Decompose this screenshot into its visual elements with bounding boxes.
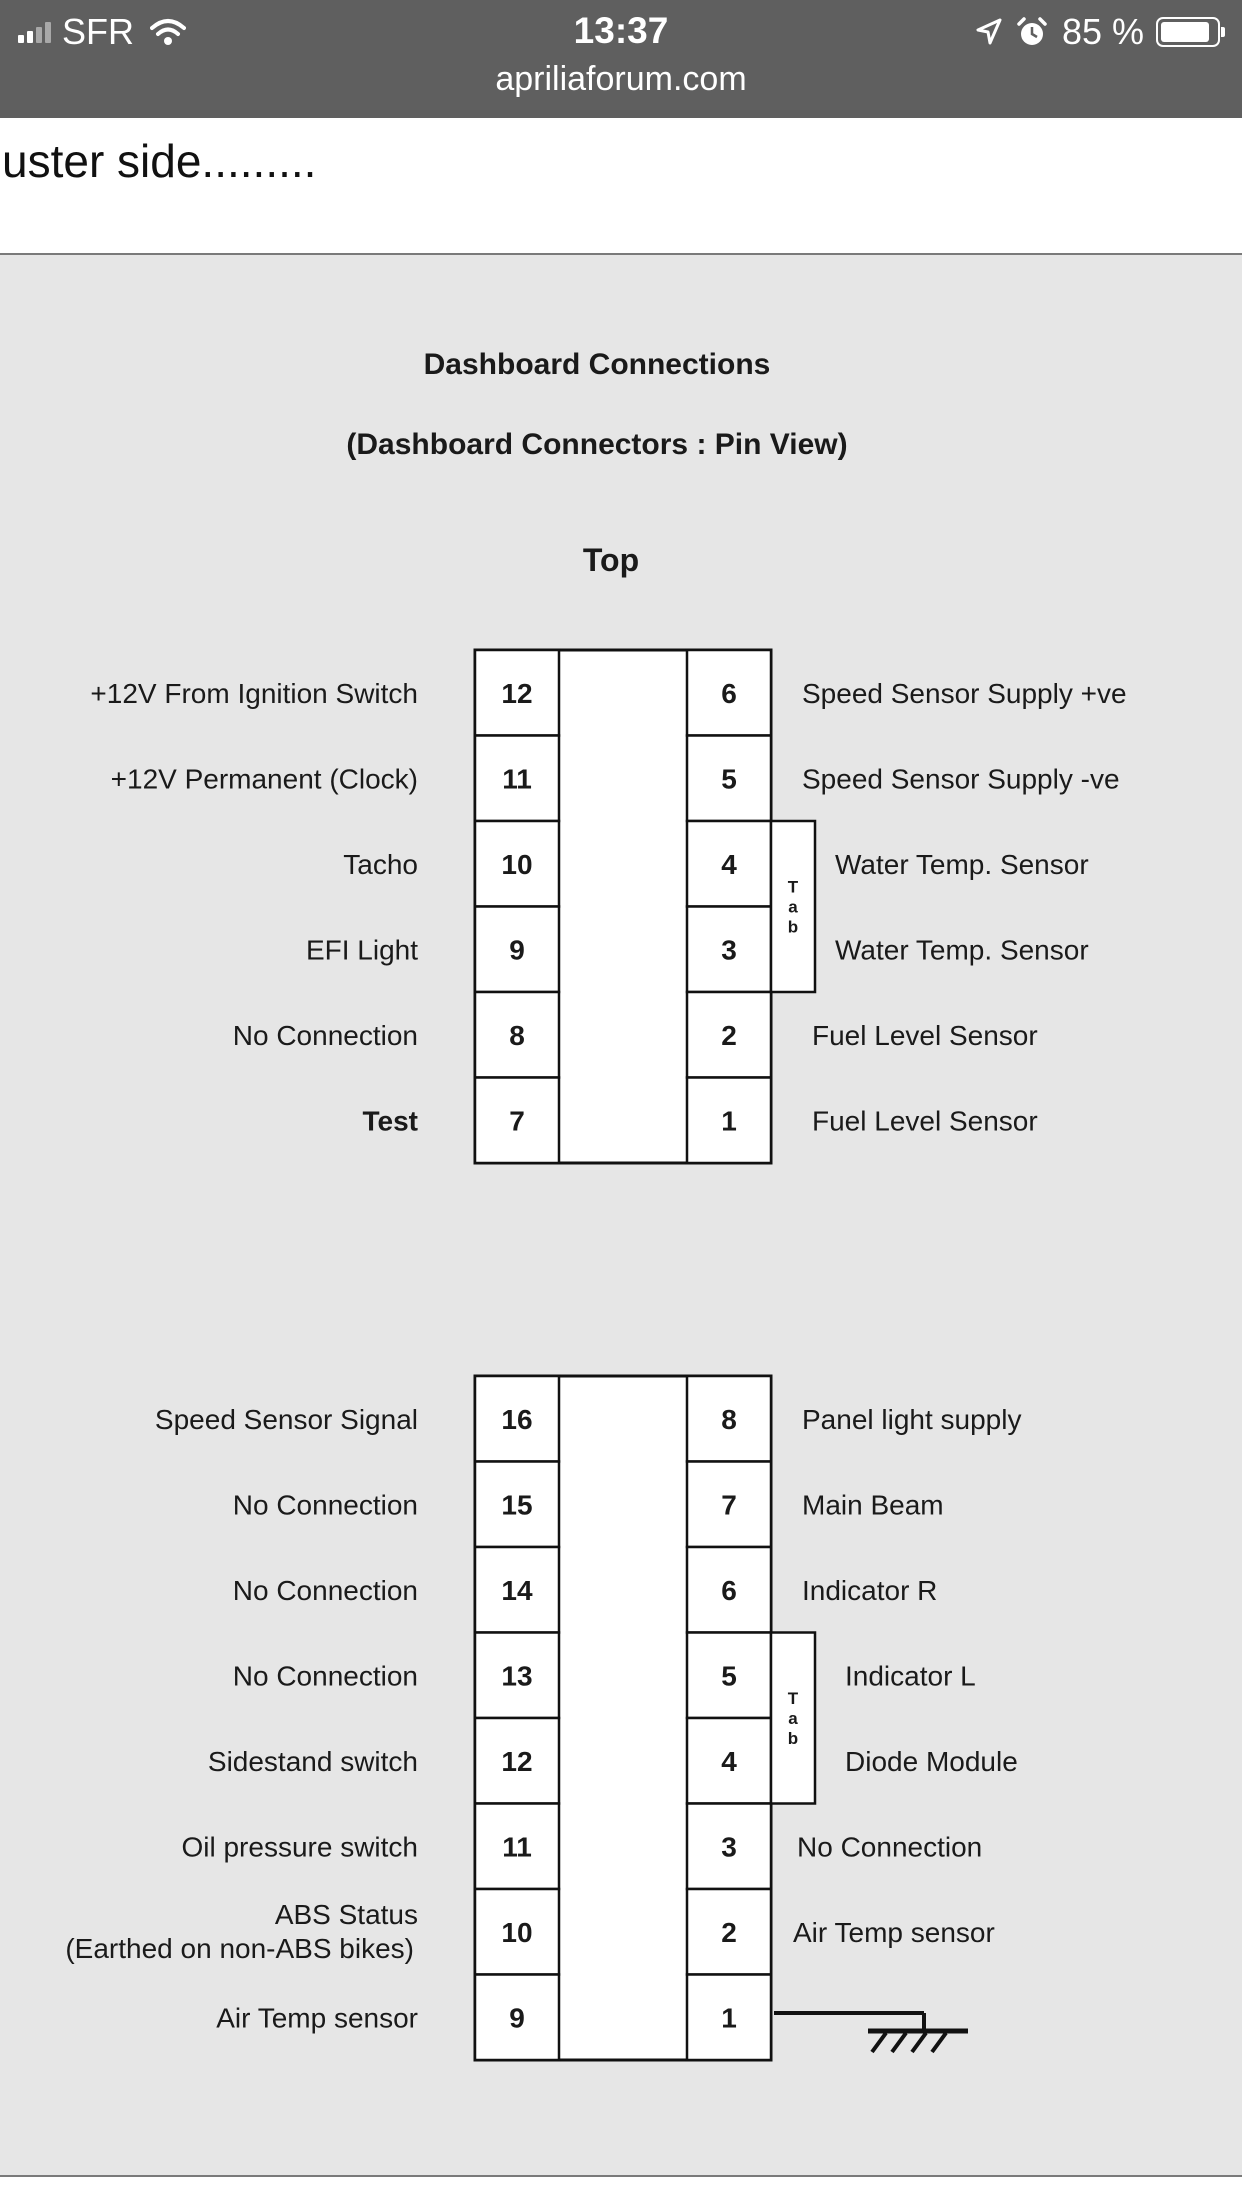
pin-label: Speed Sensor Supply +ve xyxy=(802,677,1127,709)
pin-label: No Connection xyxy=(232,1660,418,1692)
top-label: Top xyxy=(582,542,640,578)
pin-number: 9 xyxy=(509,934,525,966)
pin-number: 15 xyxy=(501,1489,533,1521)
partial-post-text: uster side......... xyxy=(2,135,317,187)
pin-label: Water Temp. Sensor xyxy=(835,848,1089,880)
pin-label: Fuel Level Sensor xyxy=(812,1105,1038,1137)
pin-label: Sidestand switch xyxy=(207,1745,418,1777)
pin-number: 11 xyxy=(502,763,532,795)
pin-number: 1 xyxy=(721,1105,737,1137)
connector-1 xyxy=(90,650,1126,1163)
pin-number: 16 xyxy=(501,1403,533,1435)
carrier-name: SFR xyxy=(62,11,134,52)
pin-number: 14 xyxy=(501,1574,533,1606)
pin-number: 11 xyxy=(502,1831,532,1863)
pin-label: Oil pressure switch xyxy=(181,1831,418,1863)
pin-number: 7 xyxy=(721,1489,737,1521)
pin-label: Tacho xyxy=(343,848,418,880)
pin-label: +12V Permanent (Clock) xyxy=(110,763,418,795)
wiring-diagram-image xyxy=(0,255,1242,2175)
pin-number: 2 xyxy=(721,1019,737,1051)
tab-letter: b xyxy=(787,917,799,937)
pin-label: No Connection xyxy=(232,1574,418,1606)
pin-number: 10 xyxy=(501,1916,533,1948)
clock-time: 13:37 xyxy=(573,10,669,51)
pin-number: 1 xyxy=(721,2002,737,2034)
tab-letter: T xyxy=(787,1689,799,1708)
pin-number: 12 xyxy=(501,677,533,709)
pin-label: No Connection xyxy=(232,1489,418,1521)
pin-label: +12V From Ignition Switch xyxy=(90,677,418,709)
pin-number: 8 xyxy=(721,1403,737,1435)
pin-number: 7 xyxy=(509,1105,525,1137)
pin-label: Speed Sensor Signal xyxy=(154,1403,418,1435)
pin-number: 5 xyxy=(721,1660,737,1692)
pin-number: 6 xyxy=(721,677,737,709)
tab-letter: T xyxy=(787,877,799,897)
pin-number: 4 xyxy=(721,848,737,880)
status-bar xyxy=(0,0,1242,118)
pin-number: 13 xyxy=(501,1660,533,1692)
tab-letter: b xyxy=(787,1729,799,1748)
pin-label: Fuel Level Sensor xyxy=(812,1019,1038,1051)
pin-label: Diode Module xyxy=(845,1745,1018,1777)
pin-label: Indicator R xyxy=(802,1574,938,1606)
pin-label-note: (Earthed on non-ABS bikes) xyxy=(65,1932,414,1964)
pin-number: 5 xyxy=(721,763,737,795)
pin-number: 6 xyxy=(721,1574,737,1606)
pin-label: Air Temp sensor xyxy=(793,1916,995,1948)
diagram-title: Dashboard Connections xyxy=(423,348,771,381)
pin-label: No Connection xyxy=(232,1019,418,1051)
pin-label: Test xyxy=(362,1105,418,1137)
wiring-diagram xyxy=(0,255,1242,2175)
pin-number: 3 xyxy=(721,934,737,966)
connector-2 xyxy=(65,1376,1021,2060)
pin-label: Water Temp. Sensor xyxy=(835,934,1089,966)
location-arrow-icon xyxy=(974,17,1004,47)
pin-number: 9 xyxy=(509,2002,525,2034)
pin-label: ABS Status xyxy=(274,1898,418,1930)
ground-symbol xyxy=(774,2013,968,2052)
tab-letter: a xyxy=(788,1709,798,1728)
pin-label: EFI Light xyxy=(305,934,418,966)
address-url[interactable]: apriliaforum.com xyxy=(495,60,747,98)
divider xyxy=(0,2175,1242,2177)
diagram-subtitle: (Dashboard Connectors : Pin View) xyxy=(346,428,848,461)
pin-label: Speed Sensor Supply -ve xyxy=(802,763,1120,795)
battery-icon xyxy=(1156,17,1220,47)
pin-number: 12 xyxy=(501,1745,533,1777)
pin-label: Indicator L xyxy=(845,1660,976,1692)
pin-label: Air Temp sensor xyxy=(216,2002,418,2034)
battery-percent: 85 % xyxy=(1061,11,1144,52)
pin-number: 8 xyxy=(509,1019,525,1051)
pin-label: Panel light supply xyxy=(802,1403,1022,1435)
pin-label: Main Beam xyxy=(802,1489,944,1521)
status-right xyxy=(974,10,1220,54)
pin-number: 3 xyxy=(721,1831,737,1863)
alarm-icon xyxy=(1016,16,1048,48)
pin-number: 4 xyxy=(721,1745,737,1777)
pin-number: 2 xyxy=(721,1916,737,1948)
pin-number: 10 xyxy=(501,848,533,880)
tab-letter: a xyxy=(788,897,798,917)
pin-label: No Connection xyxy=(797,1831,983,1863)
